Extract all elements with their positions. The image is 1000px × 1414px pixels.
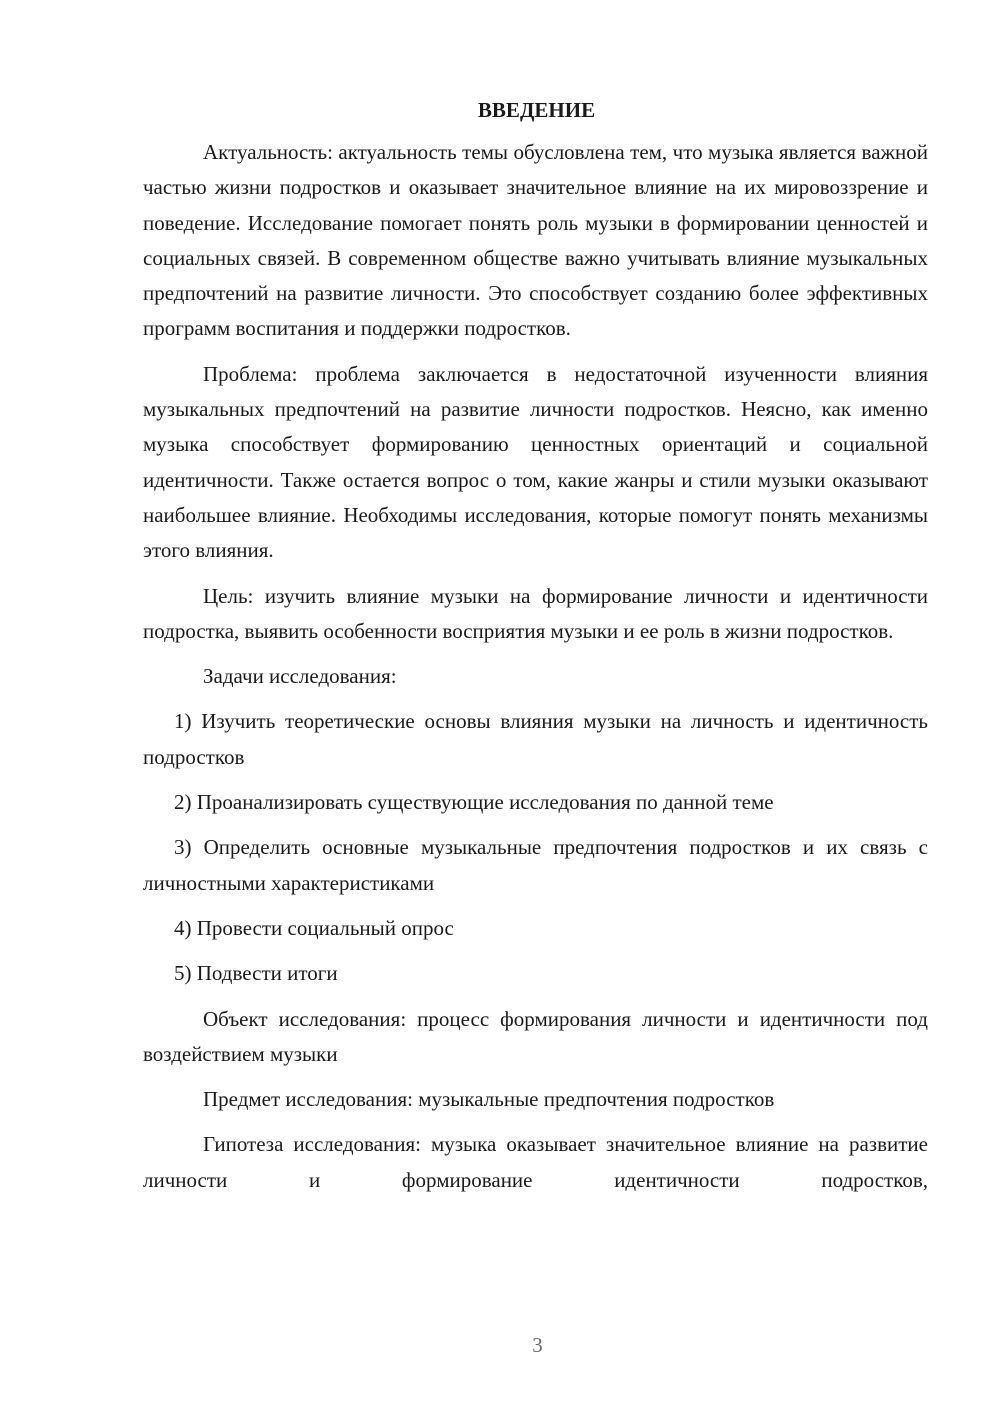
page-number: 3	[532, 1333, 543, 1357]
task-item: 3) Определить основные музыкальные предпочтения подростков и их связь с личностными характеристиками	[143, 835, 928, 895]
tasks-heading: Задачи исследования:	[203, 664, 397, 689]
paragraph-object: Объект исследования: процесс формирования личности и идентичности под воздействием музыки	[143, 1006, 928, 1066]
section-title: ВВЕДЕНИЕ	[477, 98, 596, 122]
paragraph-relevance: Актуальность: актуальность темы обусловлена тем, что музыка является важной частью жизни подростков и оказывает значительное влияние на их мировоззрение и поведение. Исследование помогает понять роль музыки в формировании ценностей и социальных связей. В современном обществе важно учитывать влияние музыкальных предпочтений на развитие личности. Это способствует созданию более эффективных программ воспитания и поддержки подростков.	[143, 140, 928, 341]
paragraph-subject: Предмет исследования: музыкальные предпочтения подростков	[203, 1087, 775, 1112]
task-item: 2) Проанализировать существующие исследования по данной теме	[174, 790, 774, 815]
task-item: 4) Провести социальный опрос	[174, 915, 454, 940]
task-item: 5) Подвести итоги	[174, 961, 338, 986]
page-content	[143, 93, 928, 1198]
paragraph-problem: Проблема: проблема заключается в недостаточной изученности влияния музыкальных предпочтений на развитие личности подростков. Неясно, как именно музыка способствует формированию ценностных ориентаций и социальной идентичности. Также остается вопрос о том, какие жанры и стили музыки оказывают наибольшее влияние. Необходимы исследования, которые помогут понять механизмы этого влияния.	[143, 361, 928, 563]
paragraph-goal: Цель: изучить влияние музыки на формирование личности и идентичности подростка, выявить особенности восприятия музыки и ее роль в жизни подростков.	[143, 583, 928, 643]
paragraph-hypothesis: Гипотеза исследования: музыка оказывает значительное влияние на развитие личности и формирование идентичности подростков,	[143, 1132, 928, 1192]
task-item: 1) Изучить теоретические основы влияния музыки на личность и идентичность подростков	[143, 709, 928, 769]
